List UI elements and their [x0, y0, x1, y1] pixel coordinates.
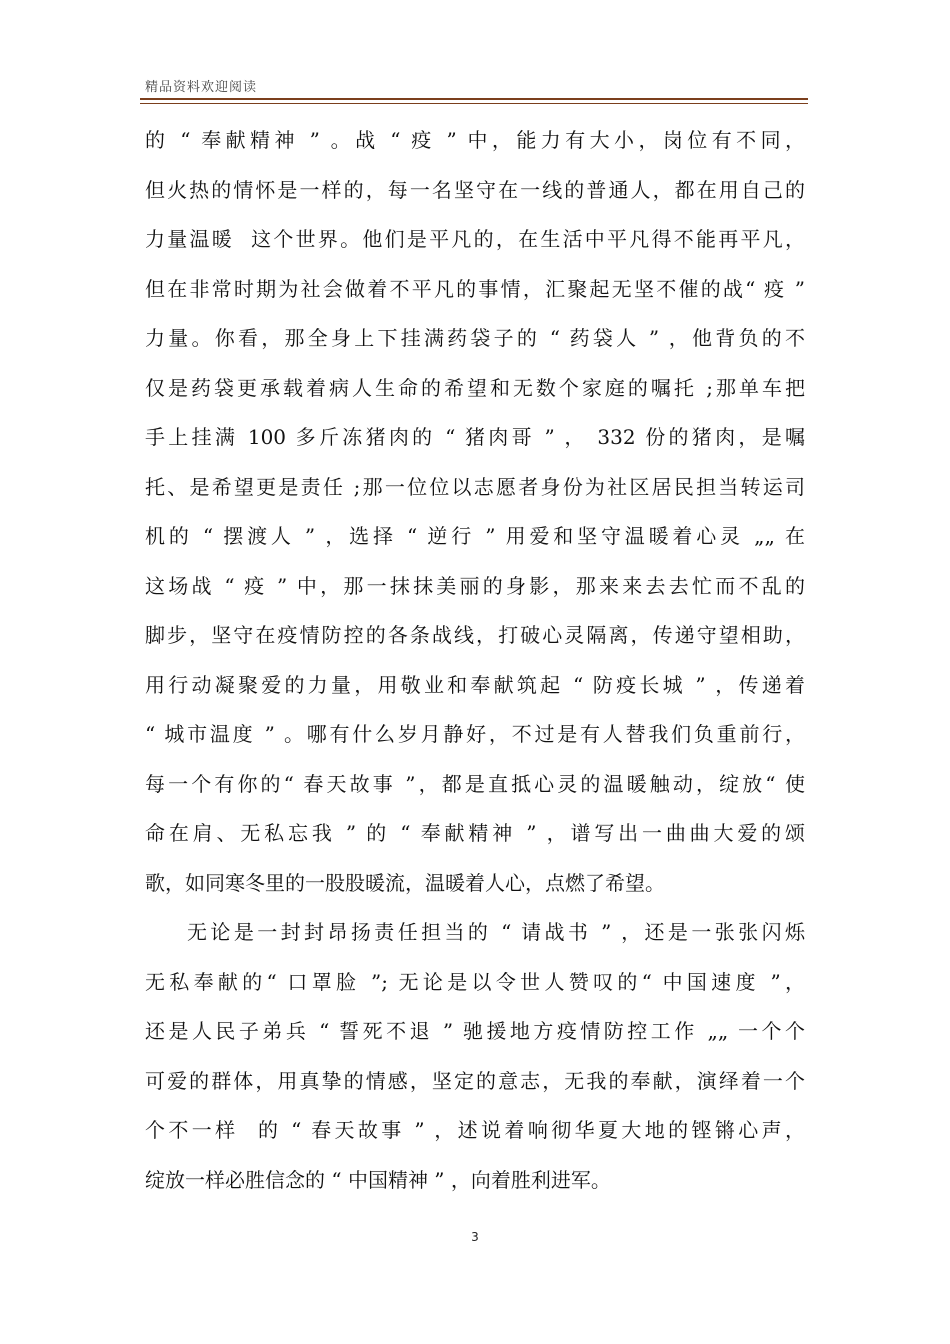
text-line: 每一个有你的“ 春天故事 ”，都是直抵心灵的温暖触动，绽放“ 使: [145, 771, 805, 796]
text-line: 但火热的情怀是一样的，每一名坚守在一线的普通人，都在用自己的: [145, 177, 805, 202]
text-line: 还是人民子弟兵 “ 誓死不退 ” 驰援地方疫情防控工作 „„ 一个个: [145, 1019, 805, 1043]
text-line: 手上挂满 100 多斤冻猪肉的 “ 猪肉哥 ” ， 332 份的猪肉，是嘱: [145, 425, 805, 449]
text-line: 这场战 “ 疫 ” 中，那一抹抹美丽的身影，那来来去去忙而不乱的: [145, 573, 805, 598]
text-line: 的 “ 奉献精神 ” 。战 “ 疫 ” 中，能力有大小，岗位有不同，: [145, 128, 805, 152]
text-line: 无论是一封封昂扬责任担当的 “ 请战书 ” ，还是一张张闪烁: [187, 920, 805, 944]
header-rule-thick: [140, 98, 808, 100]
text-line: “ 城市温度 ” 。哪有什么岁月静好，不过是有人替我们负重前行，: [145, 722, 805, 746]
text-line: 但在非常时期为社会做着不平凡的事情，汇聚起无坚不催的战“ 疫 ”: [145, 276, 805, 301]
text-line: 绽放一样必胜信念的 “ 中国精神 ” ，向着胜利进军。: [145, 1167, 611, 1192]
text-line: 歌，如同寒冬里的一股股暖流，温暖着人心，点燃了希望。: [145, 870, 665, 895]
text-line: 托、是希望更是责任 ;那一位位以志愿者身份为社区居民担当转运司: [145, 474, 805, 499]
header-rule-thin: [140, 103, 808, 104]
text-line: 力量。你看，那全身上下挂满药袋子的 “ 药袋人 ” ，他背负的不: [145, 326, 805, 350]
page-number: 3: [471, 1230, 479, 1244]
text-line: 机的 “ 摆渡人 ” ，选择 “ 逆行 ” 用爱和坚守温暖着心灵 „„ 在: [145, 524, 805, 548]
text-line: 命在肩、无私忘我 ” 的 “ 奉献精神 ” ，谱写出一曲曲大爱的颂: [145, 821, 805, 845]
text-line: 个不一样 的 “ 春天故事 ” ，述说着响彻华夏大地的铿锵心声，: [145, 1118, 805, 1142]
body-text: [145, 116, 805, 1205]
text-line: 无私奉献的“ 口罩脸 ”; 无论是以令世人赞叹的“ 中国速度 ”，: [145, 969, 805, 994]
page-header: 精品资料欢迎阅读: [145, 80, 258, 95]
text-line: 用行动凝聚爱的力量，用敬业和奉献筑起 “ 防疫长城 ” ，传递着: [145, 672, 805, 697]
text-line: 脚步，坚守在疫情防控的各条战线，打破心灵隔离，传递守望相助，: [145, 623, 805, 647]
text-line: 可爱的群体，用真挚的情感，坚定的意志，无我的奉献，演绎着一个: [145, 1068, 805, 1093]
text-line: 力量温暖 这个世界。他们是平凡的，在生活中平凡得不能再平凡，: [145, 227, 805, 251]
text-line: 仅是药袋更承载着病人生命的希望和无数个家庭的嘱托 ;那单车把: [145, 375, 805, 400]
